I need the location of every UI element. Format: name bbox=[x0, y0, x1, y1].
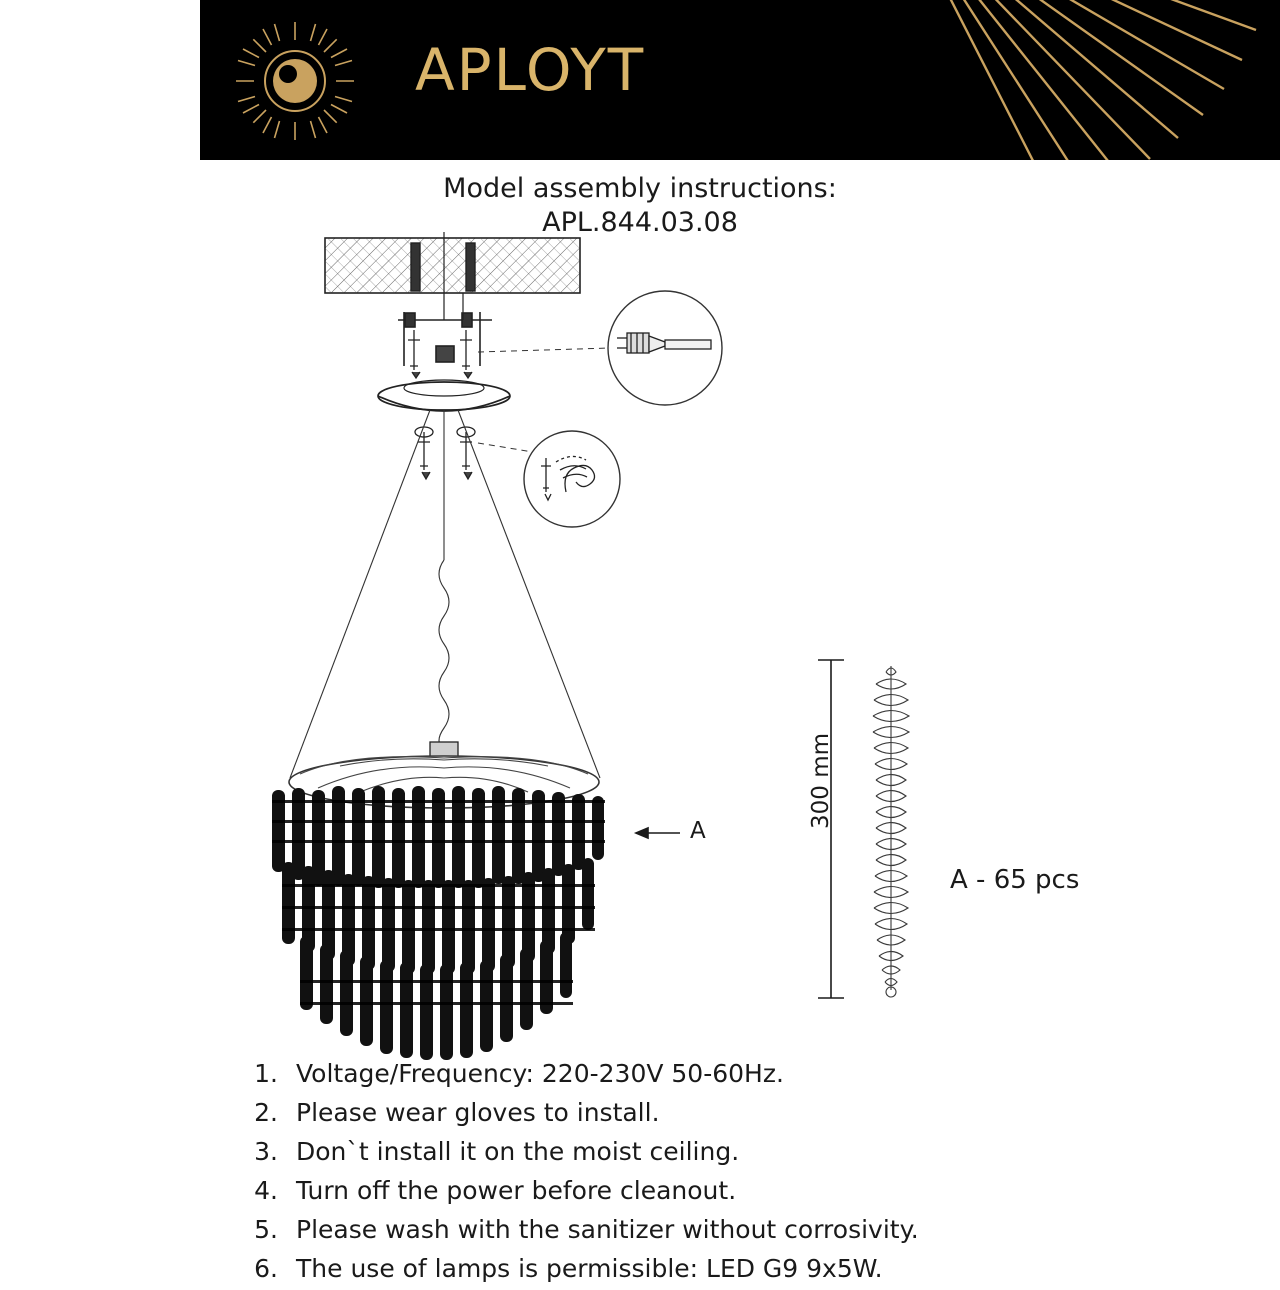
list-item-number: 2. bbox=[254, 1098, 278, 1127]
page-title: Model assembly instructions: bbox=[443, 173, 837, 204]
crystal-chandelier-icon bbox=[272, 756, 605, 1060]
list-item-text: Please wear gloves to install. bbox=[296, 1098, 660, 1127]
list-item bbox=[232, 1251, 1232, 1287]
list-item-text: Don`t install it on the moist ceiling. bbox=[296, 1137, 740, 1166]
list-item-text: The use of lamps is permissible: LED G9 9x5W. bbox=[296, 1254, 883, 1283]
list-item-number: 5. bbox=[254, 1215, 278, 1244]
model-code: APL.844.03.08 bbox=[542, 207, 738, 238]
crystal-strand-icon bbox=[873, 666, 909, 997]
part-count-label: A - 65 pcs bbox=[950, 865, 1080, 895]
list-item-number: 1. bbox=[254, 1059, 278, 1088]
hook-crystal-detail-icon bbox=[478, 431, 620, 527]
list-item bbox=[232, 1095, 1232, 1131]
brand-name: APLOYT bbox=[415, 36, 646, 104]
list-item-text: Please wash with the sanitizer without corrosivity. bbox=[296, 1215, 919, 1244]
ceiling-plate-icon bbox=[325, 238, 580, 293]
part-dimension-label: 300 mm bbox=[808, 732, 834, 829]
list-item-text: Turn off the power before cleanout. bbox=[296, 1176, 737, 1205]
list-item bbox=[232, 1134, 1232, 1170]
list-item bbox=[232, 1056, 1232, 1092]
canopy-icon bbox=[378, 380, 510, 411]
list-item-number: 6. bbox=[254, 1254, 278, 1283]
list-item-number: 3. bbox=[254, 1137, 278, 1166]
callout-label-a: A bbox=[690, 818, 706, 844]
list-item bbox=[232, 1173, 1232, 1209]
instruction-list bbox=[232, 1056, 1232, 1290]
list-item-text: Voltage/Frequency: 220-230V 50-60Hz. bbox=[296, 1059, 784, 1088]
callout-leader-line bbox=[636, 828, 680, 838]
list-item-number: 4. bbox=[254, 1176, 278, 1205]
wire-connector-detail-icon bbox=[478, 291, 722, 405]
dimension-line bbox=[818, 660, 844, 998]
list-item bbox=[232, 1212, 1232, 1248]
